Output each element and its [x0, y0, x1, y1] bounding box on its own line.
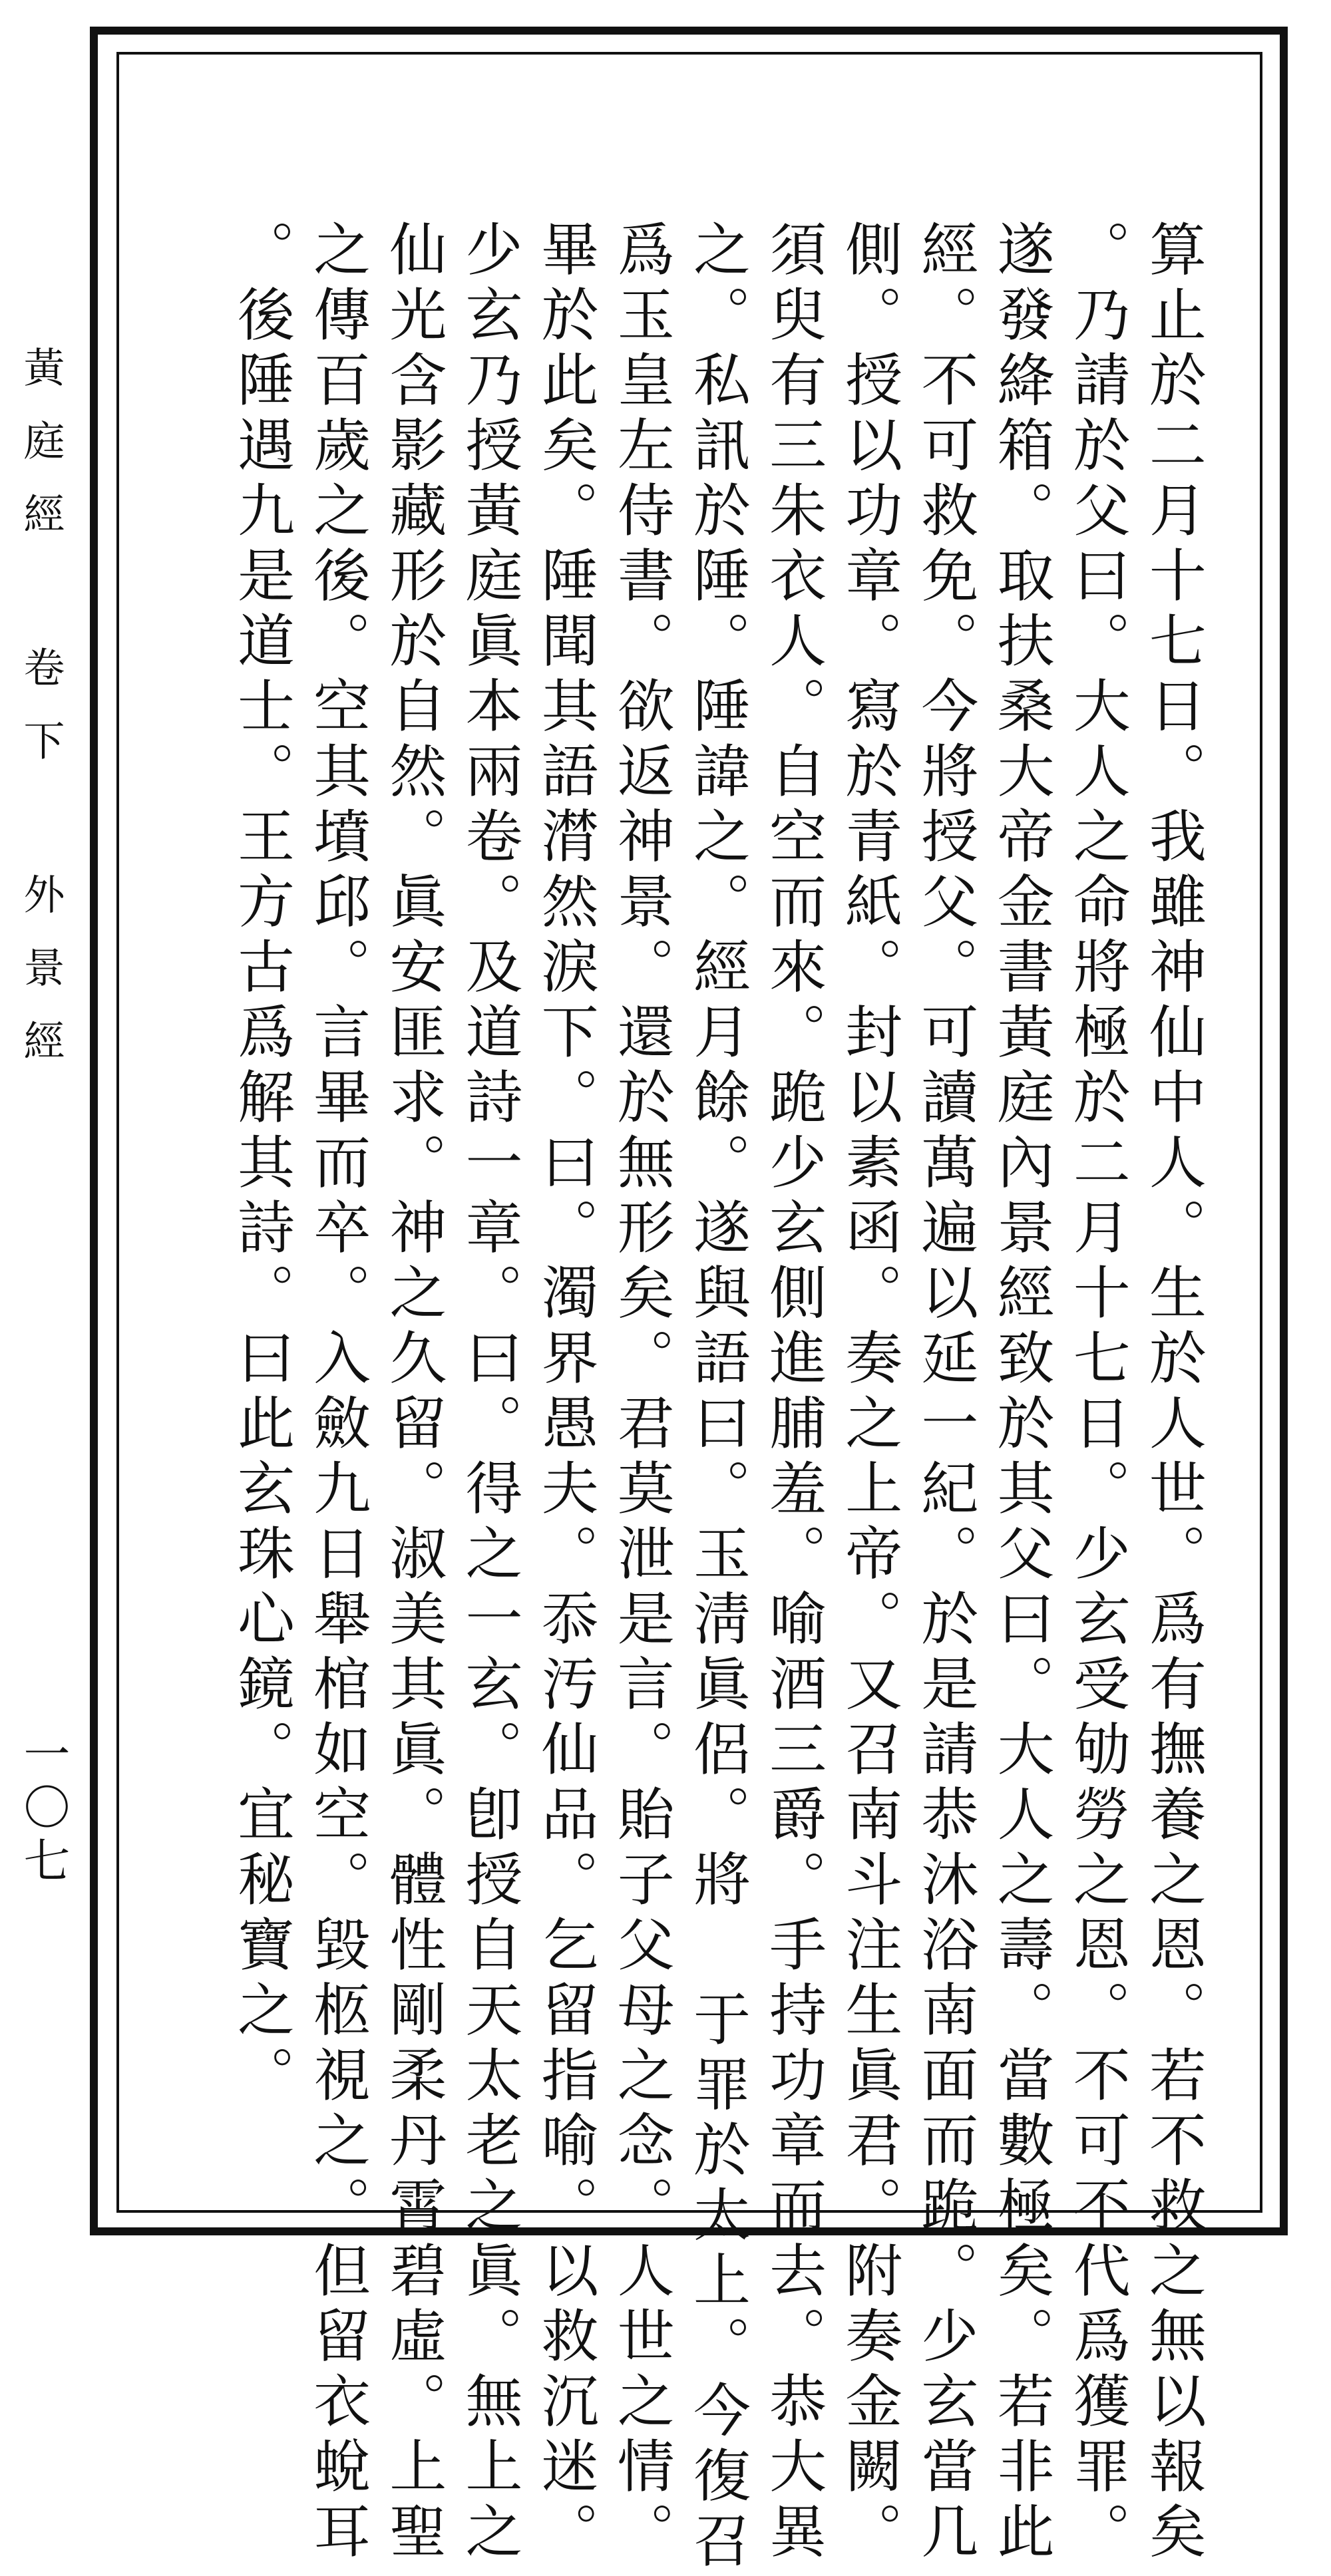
text-column-2: 。乃請於父曰。大人之命將極於二月十七日。少玄受劬勞之恩。不可不代爲獲罪。 — [1063, 220, 1130, 2567]
page-number: 一〇七 — [16, 1730, 71, 1889]
text-column-7: 之。私訊於陲。陲諱之。經月餘。遂與語曰。玉淸眞侶。將 于罪於太上。今復召 — [683, 220, 750, 2576]
text-column-4: 經。不可救免。今將授父。可讀萬遍以延一紀。於是請恭沐浴南面而跪。少玄當几 — [911, 220, 978, 2567]
text-column-5: 側。授以功章。寫於青紙。封以素函。奏之上帝。又召南斗注生眞君。附奏金闕。 — [835, 220, 902, 2567]
text-column-12: 之傳百歲之後。空其墳邱。言畢而卒。入斂九日舉棺如空。毀柩視之。但留衣蛻耳 — [303, 220, 371, 2567]
text-column-9: 畢於此矣。陲聞其語潸然淚下。曰。濁界愚夫。忝汚仙品。乞留指喻。以救沉迷。 — [531, 220, 598, 2567]
text-column-6: 須臾有三朱衣人。自空而來。跪少玄側進脯羞。喻酒三爵。手持功章而去。恭大異 — [759, 220, 827, 2567]
running-title: 黃庭經 卷下 外景經 — [17, 346, 65, 1092]
text-column-8: 爲玉皇左侍書。欲返神景。還於無形矣。君莫泄是言。貽子父母之念。人世之情。 — [607, 220, 674, 2567]
body-text — [223, 220, 1206, 2576]
text-column-1: 算止於二月十七日。我雖神仙中人。生於人世。爲有撫養之恩。若不救之無以報矣 — [1139, 220, 1206, 2567]
text-column-11: 仙光含影藏形於自然。眞安匪求。神之久留。淑美其眞。體性剛柔丹霄碧虛。上聖 — [379, 220, 447, 2567]
text-column-10: 少玄乃授黃庭眞本兩卷。及道詩一章。曰。得之一玄。卽授自天太老之眞。無上之 — [455, 220, 522, 2567]
text-column-3: 遂發絳箱。取扶桑大帝金書黃庭內景經致於其父曰。大人之壽。當數極矣。若非此 — [987, 220, 1054, 2567]
text-column-13: 。後陲遇九是道士。王方古爲解其詩。曰此玄珠心鏡。宜秘寶之。 — [228, 220, 294, 2110]
